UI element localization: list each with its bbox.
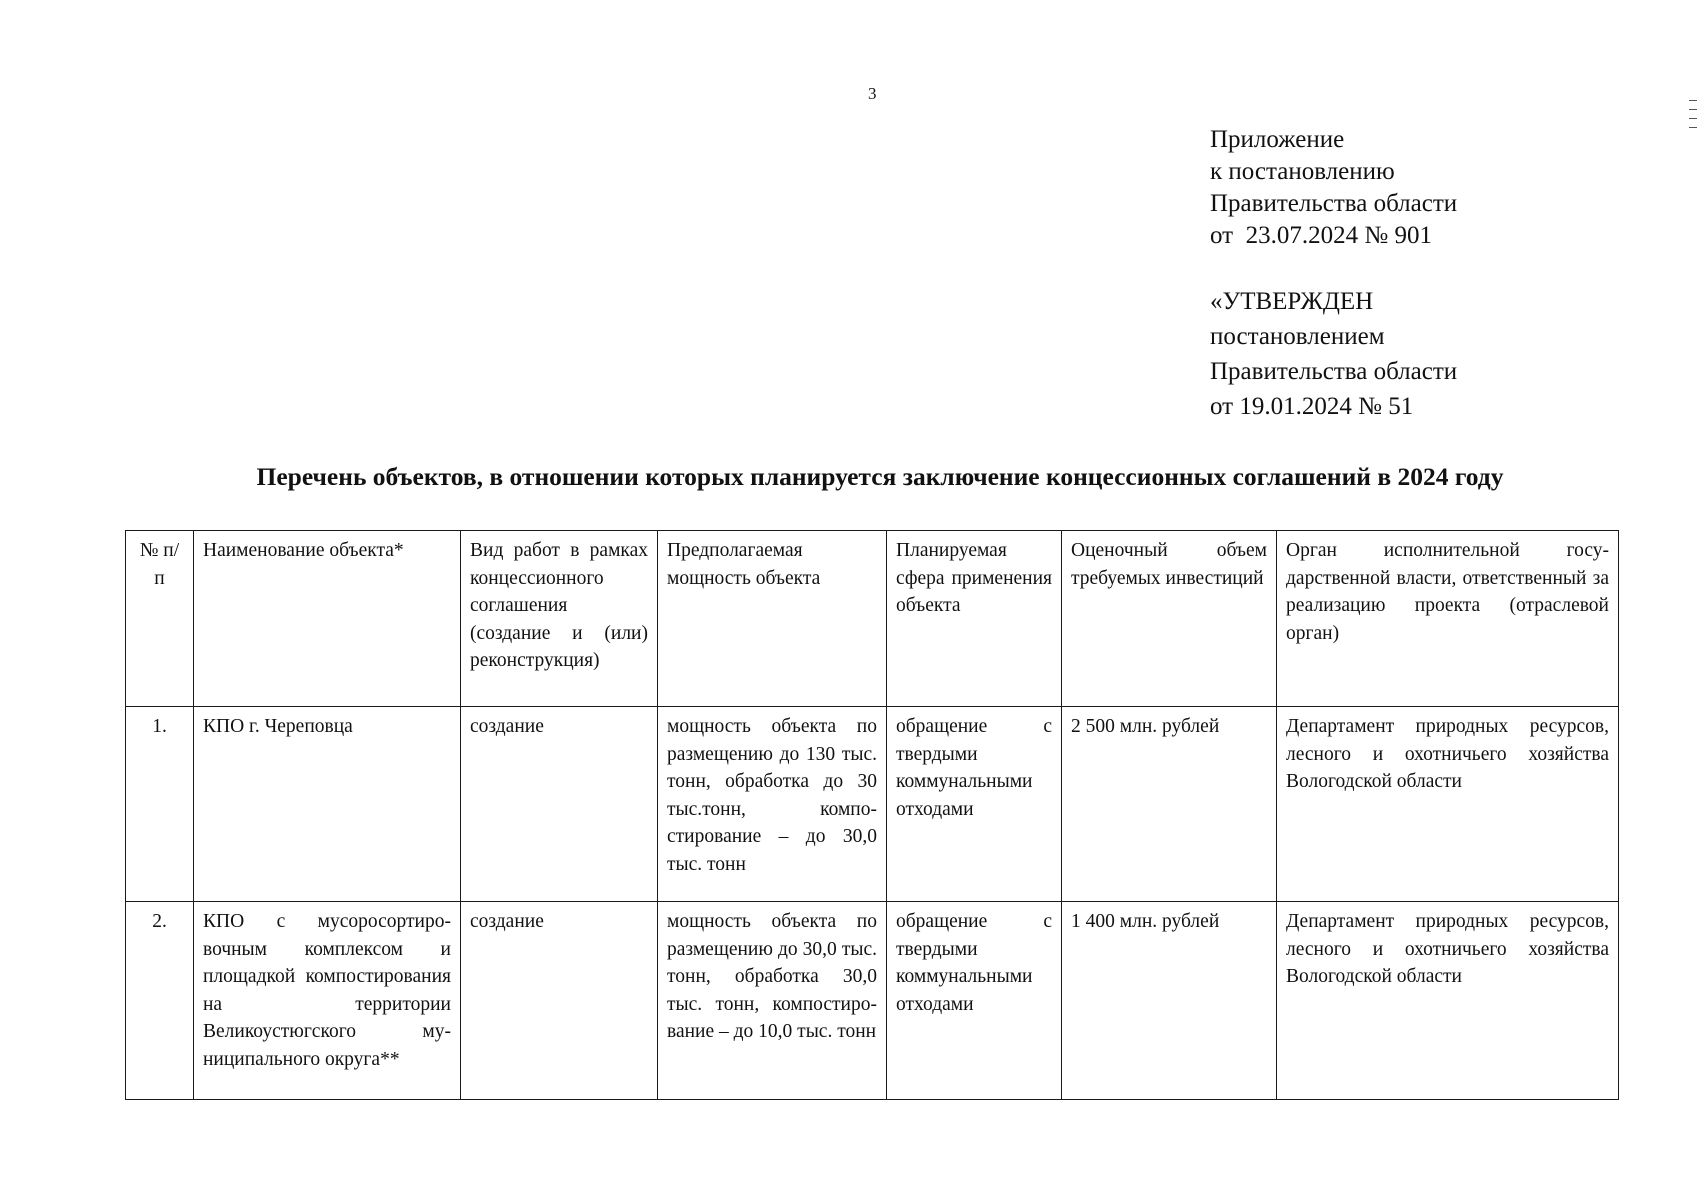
approval-block (1210, 284, 1457, 424)
row-number: 2. (126, 902, 194, 1100)
row-capacity: мощность объекта по размещению до 30,0 тыс. тонн, обработка 30,0 тыс. тонн, компостирование – до 10,0 тыс. тонн (658, 902, 887, 1100)
row-object-name: КПО г. Череповца (194, 707, 461, 902)
approval-line: от 19.01.2024 № 51 (1210, 393, 1414, 420)
approval-line: Правительства области (1210, 358, 1458, 385)
header-investment: Оценочный объем требуемых инвестиций (1062, 531, 1277, 707)
header-number: № п/п (126, 531, 194, 707)
row-number: 1. (126, 707, 194, 902)
row-investment: 1 400 млн. рублей (1062, 902, 1277, 1100)
appendix-line: от 23.07.2024 № 901 (1210, 222, 1432, 249)
row-authority: Департамент природных ресурсов, лесного и охотничьего хозяйства Вологодской области (1277, 902, 1619, 1100)
row-investment: 2 500 млн. рублей (1062, 707, 1277, 902)
row-object-name: КПО с мусоросортировочным комплексом и площадкой компостирования на территории Великоустюгского муниципального округа** (194, 902, 461, 1100)
scan-edge-marks (1689, 100, 1697, 160)
row-work-type: создание (461, 707, 658, 902)
header-object-name: Наименование объекта* (194, 531, 461, 707)
header-work-type: Вид работ в рамках концессионного соглашения (создание и (или) реконструкция) (461, 531, 658, 707)
approval-line: постановлением (1210, 323, 1385, 350)
table-row (126, 902, 1619, 1100)
appendix-line: Приложение (1210, 126, 1345, 153)
row-work-type: создание (461, 902, 658, 1100)
header-capacity: Предполагаемая мощность объекта (658, 531, 887, 707)
row-authority: Департамент природных ресурсов, лесного и охотничьего хозяйства Вологодской области (1277, 707, 1619, 902)
document-title: Перечень объектов, в отношении которых планируется заключение концессионных соглашений в 2024 году (256, 462, 1504, 491)
objects-table (125, 530, 1619, 1100)
row-sphere: обращение с твердыми коммунальными отходами (887, 902, 1062, 1100)
row-sphere: обращение с твердыми коммунальными отходами (887, 707, 1062, 902)
header-sphere: Планируемая сфера применения объекта (887, 531, 1062, 707)
row-capacity: мощность объекта по размещению до 130 тыс. тонн, обработка до 30 тыс.тонн, компостирование – до 30,0 тыс. тонн (658, 707, 887, 902)
table-header-row (126, 531, 1619, 707)
appendix-block (1210, 124, 1457, 252)
appendix-line: Правительства области (1210, 190, 1458, 217)
header-authority: Орган исполнительной государственной власти, ответственный за реализацию проекта (отраслевой орган) (1277, 531, 1619, 707)
appendix-line: к постановлению (1210, 158, 1395, 185)
table-row (126, 707, 1619, 902)
approval-line: «УТВЕРЖДЕН (1210, 288, 1374, 315)
page-number: 3 (868, 84, 877, 103)
